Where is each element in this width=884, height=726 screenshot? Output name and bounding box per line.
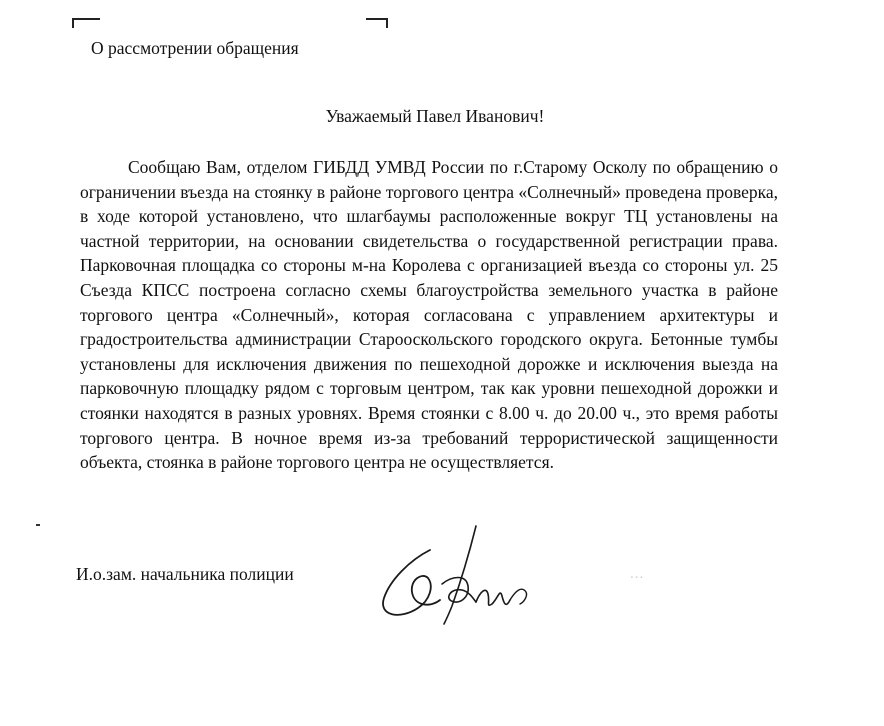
address-bracket-left <box>72 18 100 28</box>
letter-subject: О рассмотрении обращения <box>91 38 299 58</box>
letter-body: Сообщаю Вам, отделом ГИБДД УМВД России по г.Старому Осколу по обращению о ограничении въезда на стоянку в районе торгового центра «Солнечный» проведена проверка, в ходе которой установлено, что шлагбаумы расположенные вокруг ТЦ установлены на частной территории, на основании свидетельства о государственной регистрации права. Парковочная площадка со стороны м-на Королева с организацией въезда со стороны ул. 25 Съезда КПСС построена согласно схемы благоустройства земельного участка в районе торгового центра «Солнечный», которая согласована с управлением архитектуры и градостроительства администрации Старооскольского городского округа. Бетонные тумбы установлены для исключения движения по пешеходной дорожке и исключения выезда на парковочную площадку рядом с торговым центром, так как уровни пешеходной дорожки и стоянки находятся в разных уровнях. Время стоянки с 8.00 ч. до 20.00 ч., это время работы торгового центра. В ночное время из-за требований террористической защищенности объекта, стоянка в районе торгового центра не осуществляется. <box>80 157 778 473</box>
signatory-title: И.о.зам. начальника полиции <box>76 564 294 584</box>
address-bracket-right <box>366 18 388 28</box>
faint-signatory-name: ... <box>630 566 645 582</box>
letter-salutation: Уважаемый Павел Иванович! <box>325 106 545 126</box>
scan-speck <box>36 524 40 526</box>
handwritten-signature <box>370 520 550 630</box>
